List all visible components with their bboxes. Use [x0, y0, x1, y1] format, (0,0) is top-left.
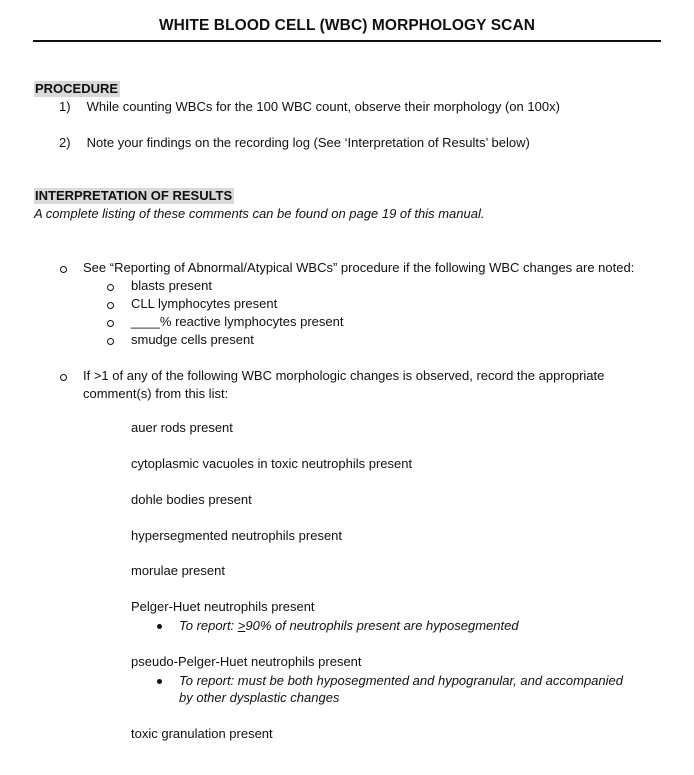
- step-text: While counting WBCs for the 100 WBC count, observe their morphology (on 100x): [86, 99, 560, 114]
- comment-toxic-granulation: toxic granulation present: [131, 726, 273, 741]
- comment-pseudo-pelger-huet: pseudo-Pelger-Huet neutrophils present: [131, 654, 362, 669]
- pseudo-report-line2: by other dysplastic changes: [179, 690, 340, 705]
- bullet1-text: See “Reporting of Abnormal/Atypical WBCs” procedure if the following WBC changes are noted:: [83, 260, 635, 275]
- title-divider: [33, 40, 661, 42]
- pelger-huet-report-note: [179, 618, 519, 633]
- procedure-heading: PROCEDURE: [35, 81, 119, 96]
- interpretation-heading: INTERPRETATION OF RESULTS: [35, 188, 233, 203]
- subitem-cll: CLL lymphocytes present: [131, 296, 278, 311]
- solid-bullet-icon: [157, 679, 162, 684]
- report-rest: 90% of neutrophils present are hyposegmented: [245, 618, 519, 633]
- comment-auer-rods: auer rods present: [131, 420, 233, 435]
- procedure-step-2: [59, 135, 530, 150]
- subitem-reactive: ____% reactive lymphocytes present: [131, 314, 344, 329]
- bullet2-line2: comment(s) from this list:: [83, 386, 229, 401]
- hollow-bullet-icon: [60, 374, 67, 381]
- bullet2-line1: If >1 of any of the following WBC morphologic changes is observed, record the appropriate: [83, 368, 605, 383]
- hollow-bullet-icon: [107, 338, 114, 345]
- hollow-bullet-icon: [107, 320, 114, 327]
- hollow-bullet-icon: [107, 302, 114, 309]
- comment-dohle-bodies: dohle bodies present: [131, 492, 252, 507]
- greater-equal-symbol: >: [237, 618, 246, 633]
- comment-morulae: morulae present: [131, 563, 225, 578]
- page-title: WHITE BLOOD CELL (WBC) MORPHOLOGY SCAN: [158, 17, 536, 34]
- interpretation-note: A complete listing of these comments can be found on page 19 of this manual.: [34, 206, 485, 221]
- hollow-bullet-icon: [60, 266, 67, 273]
- solid-bullet-icon: [157, 624, 162, 629]
- hollow-bullet-icon: [107, 284, 114, 291]
- pseudo-report-line1: To report: must be both hyposegmented and hypogranular, and accompanied: [179, 673, 623, 688]
- report-prefix: To report:: [179, 618, 238, 633]
- step-number: 1): [59, 99, 71, 114]
- comment-pelger-huet: Pelger-Huet neutrophils present: [131, 599, 315, 614]
- subitem-smudge: smudge cells present: [131, 332, 254, 347]
- subitem-blasts: blasts present: [131, 278, 212, 293]
- procedure-step-1: [59, 99, 560, 114]
- step-text: Note your findings on the recording log (See ‘Interpretation of Results’ below): [86, 135, 530, 150]
- step-number: 2): [59, 135, 71, 150]
- comment-hypersegmented: hypersegmented neutrophils present: [131, 528, 343, 543]
- comment-cytoplasmic-vacuoles: cytoplasmic vacuoles in toxic neutrophils present: [131, 456, 413, 471]
